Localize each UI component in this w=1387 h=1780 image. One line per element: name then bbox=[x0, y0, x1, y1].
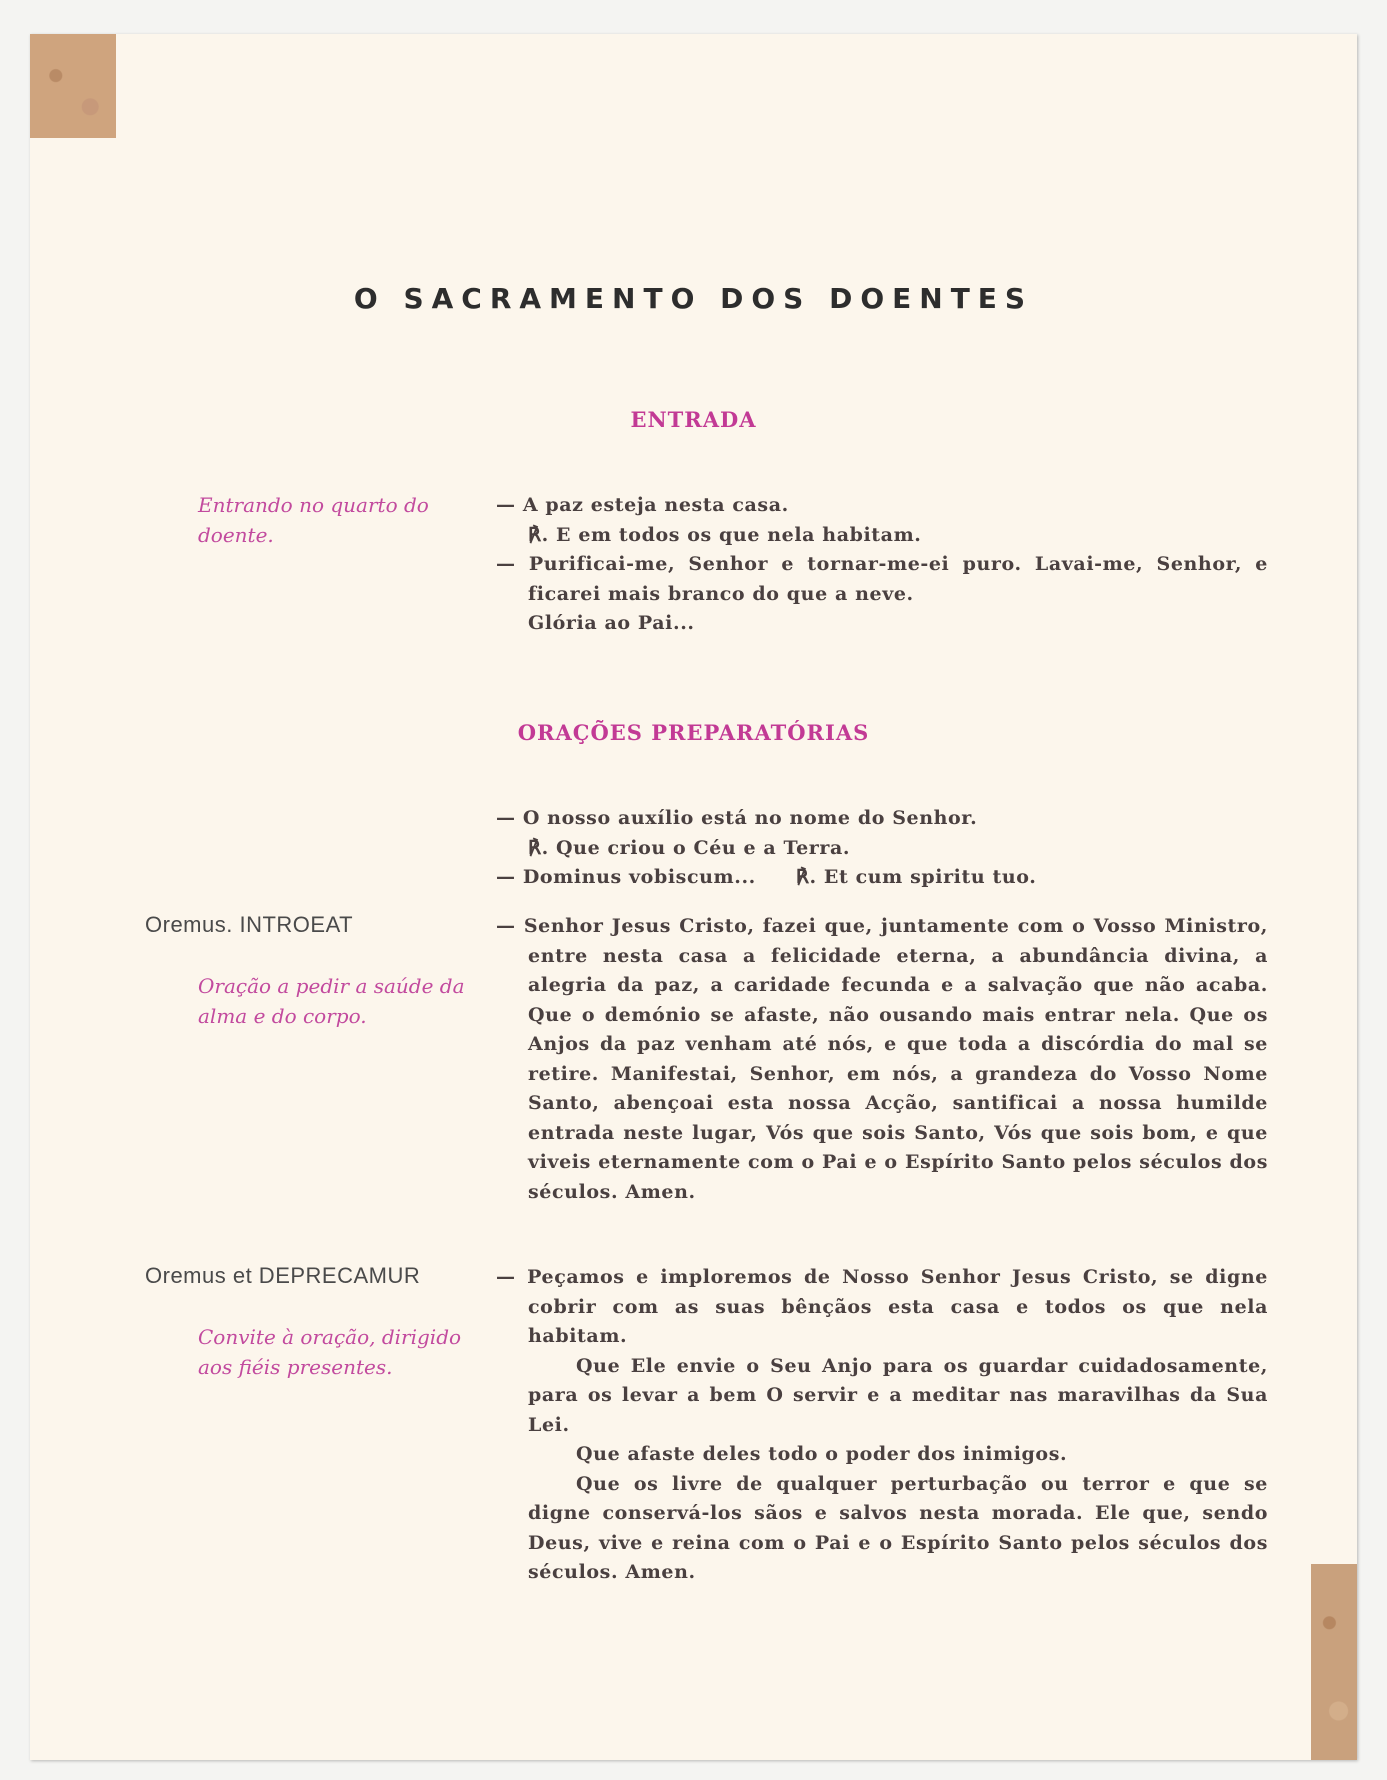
line-prep-1: — O nosso auxílio está no nome do Senhor. bbox=[496, 807, 978, 829]
text-entrada bbox=[496, 491, 1268, 639]
latin-introeat: Oremus. INTROEAT bbox=[145, 912, 354, 937]
line-entrada-1: — A paz esteja nesta casa. bbox=[496, 494, 789, 516]
line-prep-3 bbox=[496, 863, 1268, 893]
latin-deprecamur: Oremus et DEPRECAMUR bbox=[145, 1263, 421, 1288]
note-deprecamur: Convite à oração, dirigido aos fiéis presentes. bbox=[198, 1325, 462, 1379]
text-preparatorias bbox=[496, 804, 1268, 893]
heading-preparatorias: ORAÇÕES PREPARATÓRIAS bbox=[517, 720, 870, 745]
para-deprecamur-4: Que os livre de qualquer perturbação ou terror e que se digne conservá-los sãos e salvos nesta morada. Ele que, sendo Deus, vive e reina com o Pai e o Espírito Santo pelos séculos dos séculos. Amen. bbox=[528, 1472, 1268, 1583]
line-prep-2: ℟. Que criou o Céu e a Terra. bbox=[528, 836, 851, 859]
text-deprecamur bbox=[496, 1263, 1268, 1588]
heading-entrada: ENTRADA bbox=[630, 407, 757, 432]
line-entrada-2: ℟. E em todos os que nela habitam. bbox=[528, 523, 922, 546]
tape-top-left bbox=[30, 34, 116, 138]
para-introeat: — Senhor Jesus Cristo, fazei que, juntamente com o Vosso Ministro, entre nesta casa a felicidade eterna, a abundância divina, a alegria da paz, a caridade fecunda e a salvação que não acaba. Que o demónio se afaste, não ousando mais entrar nela. Que os Anjos da paz venham até nós, e que toda a discórdia do mal se retire. Manifestai, Senhor, em nós, a grandeza do Vosso Nome Santo, abençoai esta nossa Acção, santificai a nossa humilde entrada neste lugar, Vós que sois Santo, Vós que sois bom, e que viveis eternamente com o Pai e o Espírito Santo pelos séculos dos séculos. Amen. bbox=[496, 915, 1268, 1203]
para-deprecamur-2: Que Ele envie o Seu Anjo para os guardar cuidadosamente, para os levar a bem O servir e a meditar nas maravilhas da Sua Lei. bbox=[528, 1354, 1268, 1436]
document-page bbox=[30, 34, 1357, 1760]
para-deprecamur-3: Que afaste deles todo o poder dos inimigos. bbox=[576, 1443, 1068, 1465]
para-deprecamur-1: — Peçamos e imploremos de Nosso Senhor Jesus Cristo, se digne cobrir com as suas bênçãos esta casa e todos os que nela habitam. bbox=[496, 1266, 1268, 1347]
page-title: O SACRAMENTO DOS DOENTES bbox=[353, 282, 1034, 315]
text-introeat bbox=[496, 912, 1268, 1207]
note-introeat: Oração a pedir a saúde da alma e do corpo. bbox=[198, 974, 465, 1028]
note-entrada: Entrando no quarto do doente. bbox=[198, 493, 429, 547]
line-entrada-4: Glória ao Pai... bbox=[528, 612, 695, 634]
line-entrada-3: — Purificai-me, Senhor e tornar-me-ei puro. Lavai-me, Senhor, e ficarei mais branco do que a neve. bbox=[496, 553, 1268, 605]
line-prep-3a: — Dominus vobiscum... bbox=[496, 866, 756, 888]
line-prep-3b: ℟. Et cum spiritu tuo. bbox=[795, 866, 1037, 888]
tape-bottom-right bbox=[1311, 1564, 1357, 1760]
